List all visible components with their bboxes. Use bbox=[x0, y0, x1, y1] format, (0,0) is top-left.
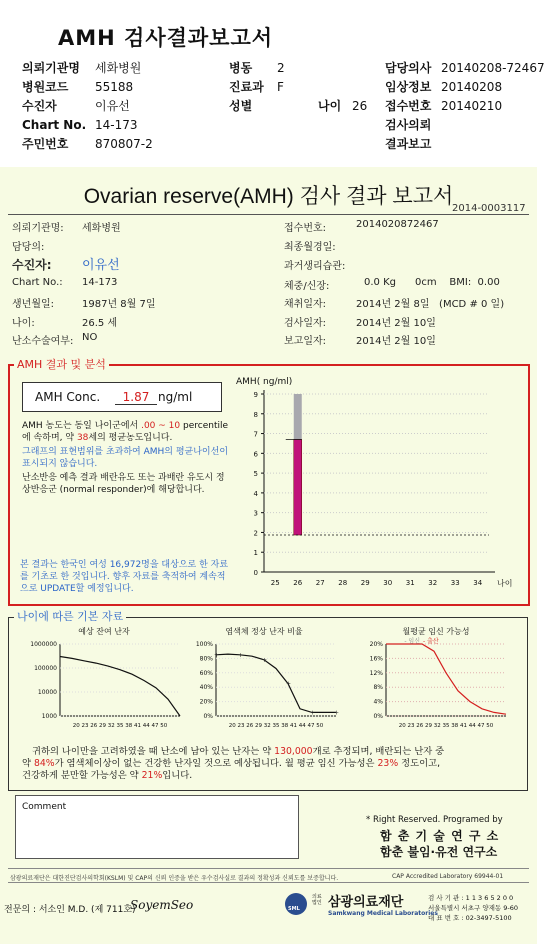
x-tick-label: 31 bbox=[405, 579, 415, 587]
header-block bbox=[22, 59, 545, 154]
field-value: 세화병원 bbox=[82, 223, 121, 234]
x-tick-label: 32 bbox=[428, 579, 438, 587]
y-tick-label: 4 bbox=[253, 489, 258, 498]
x-tick-label: 34 bbox=[473, 579, 483, 587]
y-tick-label: 40% bbox=[199, 684, 213, 692]
amh-age-chart bbox=[232, 372, 524, 598]
field-label: 담당의: bbox=[12, 242, 45, 253]
summary-text: 가 염색체이상이 없는 건강한 난자일 것으로 예상됩니다. 월 평균 임신 가능성은 bbox=[54, 758, 375, 769]
foundation-name: 삼광의료재단 bbox=[328, 895, 404, 910]
document-number: 2014-0003117 bbox=[452, 203, 526, 214]
amh-conc-box bbox=[22, 382, 222, 412]
age-section-title: 나이에 따른 기본 자료 bbox=[14, 608, 126, 624]
field-value: 14-173 bbox=[82, 277, 118, 288]
contact-line: 서울특별시 서초구 양재동 9-60 bbox=[428, 904, 519, 912]
normal-eggs-value: 84% bbox=[33, 758, 55, 769]
y-tick-label: 100% bbox=[195, 641, 213, 648]
legend-item: - 출산 bbox=[423, 638, 439, 645]
age-summary bbox=[22, 746, 522, 782]
summary-text: 입니다. bbox=[162, 770, 193, 781]
header-label: 수진자 bbox=[22, 99, 57, 113]
header-value: 870807-2 bbox=[95, 137, 153, 151]
chart-title: AMH( ng/ml) bbox=[236, 377, 293, 387]
x-axis-label: 나이 bbox=[497, 579, 513, 588]
amh-data-note: 본 결과는 한국인 여성 16,972명을 대상으로 한 자료를 기초로 한 것입니다. 향후 자료를 축적하여 계속적으로 UPDATE할 예정입니다. bbox=[20, 560, 229, 594]
amh-text: percentile에 속하며, 약 bbox=[22, 421, 229, 443]
institute-name-1: 함 춘 기 술 연 구 소 bbox=[380, 829, 500, 843]
x-tick-labels: 20 23 26 29 32 35 38 41 44 47 50 bbox=[228, 723, 324, 729]
range-bar bbox=[294, 394, 302, 439]
y-tick-label: 0% bbox=[203, 713, 213, 720]
header-value: F bbox=[277, 80, 284, 94]
cap-number: CAP Accredited Laboratory 69944-01 bbox=[392, 873, 504, 880]
y-tick-label: 80% bbox=[199, 655, 213, 663]
field-value: 2014년 2월 10일 bbox=[356, 336, 436, 347]
field-label: 채취일자: bbox=[284, 299, 327, 310]
y-tick-label: 8% bbox=[373, 684, 383, 692]
y-tick-label: 5 bbox=[253, 470, 258, 479]
patient-name: 이유선 bbox=[82, 258, 120, 273]
y-tick-label: 20% bbox=[199, 698, 213, 706]
header-value: 20140208 bbox=[441, 80, 503, 94]
field-value: 2014년 2월 10일 bbox=[356, 318, 436, 329]
summary-text: 약 bbox=[22, 758, 31, 769]
field-label: 과거생리습관: bbox=[284, 261, 346, 272]
data-point: + bbox=[310, 709, 316, 717]
y-tick-label: 2 bbox=[253, 529, 258, 538]
header-label: 결과보고 bbox=[385, 137, 432, 151]
header-label: 의뢰기관명 bbox=[22, 61, 80, 75]
amh-bar bbox=[294, 439, 302, 535]
signer-text: 전문의 : 서소인 M.D. (제 711호) bbox=[4, 905, 136, 915]
institute-name-2: 함춘 불임·유전 연구소 bbox=[380, 845, 498, 859]
amh-section-title: AMH 결과 및 분석 bbox=[14, 356, 109, 372]
legend-item: - 임신 bbox=[404, 638, 420, 645]
x-tick-label: 29 bbox=[360, 579, 370, 587]
amh-graph-note: 그래프의 표현범위를 초과하여 AMH의 평균나이선이 표시되지 않습니다. bbox=[22, 447, 229, 469]
series-line bbox=[386, 644, 506, 714]
field-label: 체중/신장: bbox=[284, 281, 330, 292]
summary-text: 정도이고, bbox=[401, 758, 441, 769]
pregnancy-chance-chart bbox=[346, 624, 522, 740]
y-tick-label: 16% bbox=[369, 655, 383, 663]
x-tick-label: 33 bbox=[450, 579, 460, 587]
data-point: + bbox=[214, 651, 220, 659]
header-value: 55188 bbox=[95, 80, 134, 94]
y-tick-label: 12% bbox=[369, 669, 383, 677]
contact-line: 검 사 기 관 : 1 1 3 6 5 2 0 0 bbox=[428, 894, 514, 902]
birth-value: 21% bbox=[141, 770, 163, 781]
amh-response-prediction: 난소반응 예측 결과 배란유도 또는 과배란 유도시 정상반응군 (normal responder)에 해당합니다. bbox=[22, 473, 225, 495]
amh-text: 세의 평균농도입니다. bbox=[88, 433, 173, 443]
field-label: 나이: bbox=[12, 318, 35, 329]
header-label: 병원코드 bbox=[22, 80, 69, 94]
header-label: Chart No. bbox=[22, 118, 87, 132]
series-line bbox=[214, 651, 336, 712]
summary-text: 귀하의 나이만을 고려하였을 때 난소에 남아 있는 난자는 약 bbox=[32, 746, 272, 757]
x-tick-label: 25 bbox=[270, 579, 280, 587]
y-tick-label: 1000000 bbox=[30, 641, 57, 648]
field-label: Chart No.: bbox=[12, 277, 63, 288]
foundation-name-en: Samkwang Medical Laboratories bbox=[328, 910, 438, 917]
header-label: 진료과 bbox=[229, 80, 264, 94]
header-value: 14-173 bbox=[95, 118, 138, 132]
amh-interpretation bbox=[22, 420, 232, 496]
header-label: 병동 bbox=[229, 61, 253, 75]
header-value: 26 bbox=[352, 99, 368, 113]
chart-title: 염색체 정상 난자 비율 bbox=[225, 627, 303, 636]
y-tick-label: 0 bbox=[253, 569, 258, 577]
data-point: + bbox=[286, 680, 292, 688]
y-tick-label: 20% bbox=[369, 641, 383, 648]
y-tick-label: 60% bbox=[199, 669, 213, 677]
amh-conc-value: 1.87 bbox=[115, 390, 157, 405]
signature: SoyemSeo bbox=[130, 898, 194, 912]
amh-conc-label: AMH Conc. bbox=[35, 390, 101, 404]
y-tick-label: 8 bbox=[253, 410, 258, 419]
remaining-eggs-chart bbox=[12, 624, 188, 740]
pregnancy-value: 23% bbox=[377, 758, 399, 769]
y-tick-label: 6 bbox=[253, 450, 258, 459]
chart-title: 월평균 임신 가능성 bbox=[402, 627, 470, 636]
header-label: 성별 bbox=[229, 99, 253, 113]
series-line bbox=[60, 657, 180, 717]
y-tick-label: 3 bbox=[253, 509, 258, 518]
field-label: 수진자: bbox=[12, 258, 52, 272]
header-value: 2 bbox=[277, 61, 285, 75]
x-tick-label: 30 bbox=[383, 579, 393, 587]
field-label: 검사일자: bbox=[284, 318, 327, 329]
y-tick-label: 100000 bbox=[34, 665, 57, 672]
header-value: 20140210 bbox=[441, 99, 503, 113]
field-value: 2014년 2월 8일 (MCD # 0 일) bbox=[356, 299, 505, 310]
sheet-title: Ovarian reserve(AMH) 검사 결과 보고서 bbox=[83, 185, 454, 208]
normal-eggs-ratio-chart bbox=[184, 624, 344, 740]
field-value: 2014020872467 bbox=[356, 219, 439, 230]
contact-line: 대 표 번 호 : 02-3497-5100 bbox=[428, 914, 512, 922]
field-value: 26.5 세 bbox=[82, 318, 118, 329]
header-label: 나이 bbox=[318, 99, 342, 113]
header-label: 주민번호 bbox=[22, 137, 69, 151]
summary-text: 개로 추정되며, 배란되는 난자 중 bbox=[312, 746, 445, 757]
y-tick-label: 10000 bbox=[37, 689, 57, 696]
header-label: 담당의사 bbox=[385, 61, 432, 75]
x-tick-label: 28 bbox=[338, 579, 348, 587]
contact-info bbox=[428, 893, 518, 923]
x-tick-labels: 20 23 26 29 32 35 38 41 44 47 50 bbox=[72, 723, 168, 729]
x-tick-label: 26 bbox=[293, 579, 303, 587]
report-title: AMH 검사결과보고서 bbox=[58, 26, 274, 50]
field-value: 0.0 Kg 0cm BMI: 0.00 bbox=[364, 277, 500, 288]
remaining-eggs-value: 130,000 bbox=[274, 746, 313, 757]
data-point: + bbox=[238, 651, 244, 659]
y-tick-label: 4% bbox=[373, 698, 383, 706]
field-value: 1987년 8월 7일 bbox=[82, 299, 156, 310]
rights-text: * Right Reserved. Programed by bbox=[366, 815, 503, 825]
comment-label: Comment bbox=[22, 802, 67, 812]
header-value: 세화병원 bbox=[95, 61, 142, 75]
field-label: 접수번호: bbox=[284, 223, 327, 234]
data-point: + bbox=[334, 709, 340, 717]
accreditation-note: 삼광의료재단은 대한진단검사의학회(KSLM) 및 CAP의 신뢰 인증을 받은 우수검사실로 결과의 정확성과 신뢰도를 보증합니다. bbox=[10, 875, 339, 882]
header-value: 이유선 bbox=[95, 99, 130, 113]
y-tick-label: 1000 bbox=[41, 713, 57, 720]
y-tick-label: 1 bbox=[253, 549, 258, 558]
x-tick-label: 27 bbox=[315, 579, 325, 587]
foundation-prefix: 의료법인 bbox=[312, 894, 322, 906]
field-value: NO bbox=[82, 332, 98, 343]
data-point: + bbox=[262, 656, 268, 664]
y-tick-label: 0% bbox=[373, 713, 383, 720]
x-tick-labels: 20 23 26 29 32 35 38 41 44 47 50 bbox=[398, 723, 494, 729]
amh-equivalent-age: 38 bbox=[76, 433, 89, 443]
y-tick-label: 9 bbox=[253, 391, 258, 399]
amh-conc-unit: ng/ml bbox=[158, 390, 193, 404]
amh-text: AMH 농도는 동일 나이군에서 bbox=[22, 421, 139, 431]
y-tick-label: 7 bbox=[253, 430, 258, 439]
field-label: 의뢰기관명: bbox=[12, 223, 64, 234]
amh-percentile-range: .00 ~ 10 bbox=[141, 421, 181, 431]
summary-text: 건강하게 분만할 가능성은 약 bbox=[22, 770, 139, 781]
header-value: 20140208-72467 bbox=[441, 61, 545, 75]
header-label: 검사의뢰 bbox=[385, 118, 432, 132]
field-label: 최종월경일: bbox=[284, 242, 336, 253]
comment-box bbox=[15, 795, 299, 859]
chart-title: 예상 잔여 난자 bbox=[78, 627, 130, 636]
foundation-logo-icon: SML bbox=[285, 893, 307, 915]
field-label: 생년월일: bbox=[12, 299, 55, 310]
field-label: 보고일자: bbox=[284, 336, 327, 347]
header-label: 접수번호 bbox=[385, 99, 432, 113]
header-label: 임상정보 bbox=[385, 80, 432, 94]
field-label: 난소수술여부: bbox=[12, 336, 74, 347]
